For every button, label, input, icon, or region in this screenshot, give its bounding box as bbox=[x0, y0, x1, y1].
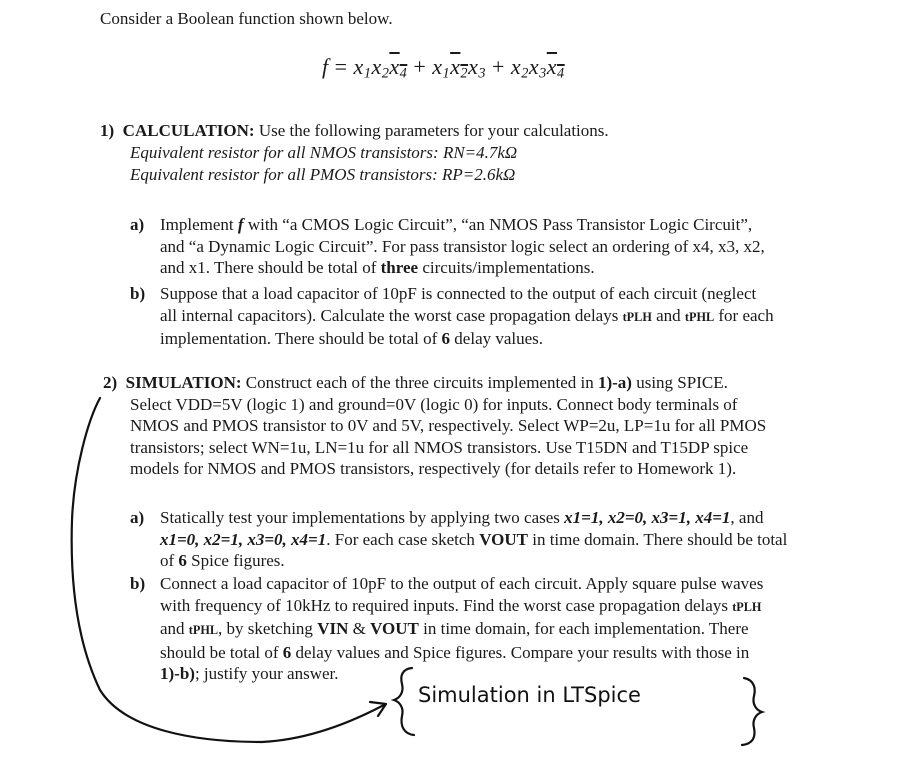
q1b-label: b) bbox=[130, 284, 146, 303]
q1-rp-line: Equivalent resistor for all PMOS transistors: RP=2.6kΩ bbox=[130, 165, 516, 184]
q2b-label: b) bbox=[130, 574, 146, 593]
q1a-text: Implement f with “a CMOS Logic Circuit”, “an NMOS Pass Transistor Logic Circuit”, and “a Dynamic Logic Circuit”. For pass transistor logic select an ordering of x4, x3, x2, and x1. There should be total of three circuits/implementations. bbox=[160, 215, 765, 277]
q2a-label: a) bbox=[130, 508, 145, 527]
q2a-text: Statically test your implementations by applying two cases x1=1, x2=0, x3=1, x4=1, and x1=0, x2=1, x3=0, x4=1. For each case sketch VOUT in time domain. There should be total of 6 Spice figures. bbox=[160, 508, 788, 570]
q1-heading: 1) CALCULATION: Use the following parameters for your calculations. bbox=[100, 121, 609, 140]
q1a-label: a) bbox=[130, 215, 145, 234]
boolean-equation: $f = x_1x_2x_4 + x_1x_2x_3 + x_2x_3x_4$ bbox=[322, 54, 565, 82]
handwritten-note: Simulation in LTSpice bbox=[418, 683, 641, 707]
q2-paragraph: 2) SIMULATION: Construct each of the three circuits implemented in 1)-a) using SPICE. Select VDD=5V (logic 1) and ground=0V (logic 0) for inputs. Connect body terminals of NMOS and PMOS transistor to 0V and 5V, respectively. Select WP=2u, LP=1u for all PMOS transistors; select WN=1u, LN=1u for all NMOS transistors. Use T15DN and T15DP spice models for NMOS and PMOS transistors, respectively (for details refer to Homework 1). bbox=[103, 373, 767, 478]
q2b-text: Connect a load capacitor of 10pF to the output of each circuit. Apply square pulse waves with frequency of 10kHz to required inputs. Find the worst case propagation delays tPLH and tPHL, by sketching VIN & VOUT in time domain, for each implementation. There should be total of 6 delay values and Spice figures. Compare your results with those in 1)-b); justify your answer. bbox=[160, 574, 764, 683]
q1b-text: Suppose that a load capacitor of 10pF is connected to the output of each circuit (neglect all internal capacitors). Calculate the worst case propagation delays tPLH and tPHL for each implementation. There should be total of 6 delay values. bbox=[160, 284, 774, 348]
intro-text: Consider a Boolean function shown below. bbox=[100, 9, 393, 28]
q1-rn-line: Equivalent resistor for all NMOS transistors: RN=4.7kΩ bbox=[130, 143, 518, 162]
